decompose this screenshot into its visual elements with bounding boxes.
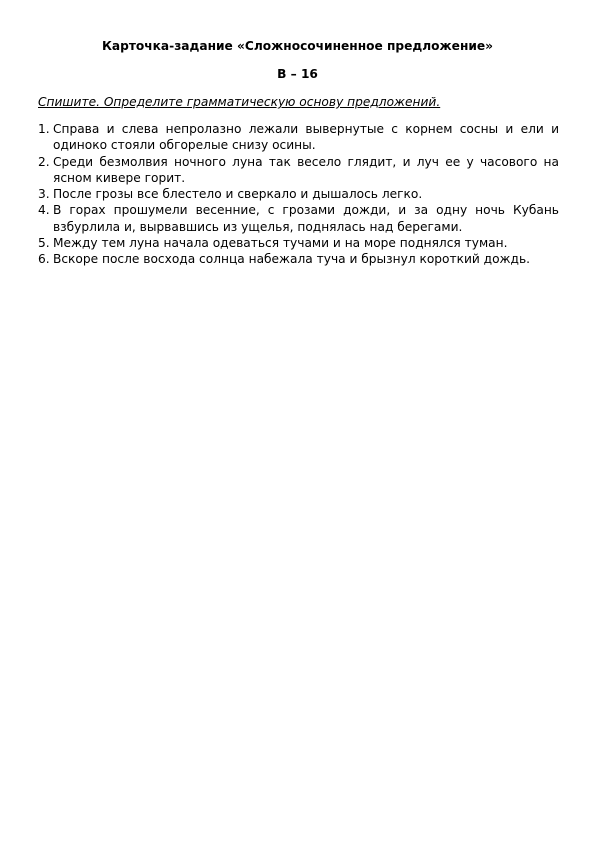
- task-text: Среди безмолвия ночного луна так весело глядит, и луч ее у часового на ясном кивере горит.: [53, 154, 559, 185]
- variant-label: В – 16: [277, 67, 318, 81]
- task-number: 6.: [38, 252, 50, 267]
- task-text: В горах прошумели весенние, с грозами дожди, и за одну ночь Кубань взбурлила и, вырвавшись из ущелья, поднялась над берегами.: [53, 203, 559, 234]
- task-text: После грозы все блестело и сверкало и дышалось легко.: [53, 187, 423, 202]
- task-item: [38, 154, 559, 187]
- task-number: 4.: [38, 203, 50, 218]
- task-number: 3.: [38, 187, 50, 202]
- task-item: [38, 186, 559, 202]
- task-item: [38, 235, 559, 251]
- task-text: Между тем луна начала одеваться тучами и на море поднялся туман.: [53, 236, 508, 251]
- task-list: [38, 121, 559, 268]
- page-title: Карточка-задание «Сложносочиненное предложение»: [101, 39, 494, 53]
- task-number: 2.: [38, 154, 50, 169]
- task-item: [38, 251, 559, 267]
- task-text: Вскоре после восхода солнца набежала туча и брызнул короткий дождь.: [53, 252, 531, 267]
- task-instruction: Спишите. Определите грамматическую основу предложений.: [38, 95, 441, 109]
- task-item: [38, 202, 559, 235]
- task-number: 5.: [38, 236, 50, 251]
- task-text: Справа и слева непролазно лежали вывернутые с корнем сосны и ели и одиноко стояли обгорелые снизу осины.: [53, 122, 559, 153]
- task-number: 1.: [38, 122, 50, 136]
- task-item: [38, 121, 559, 154]
